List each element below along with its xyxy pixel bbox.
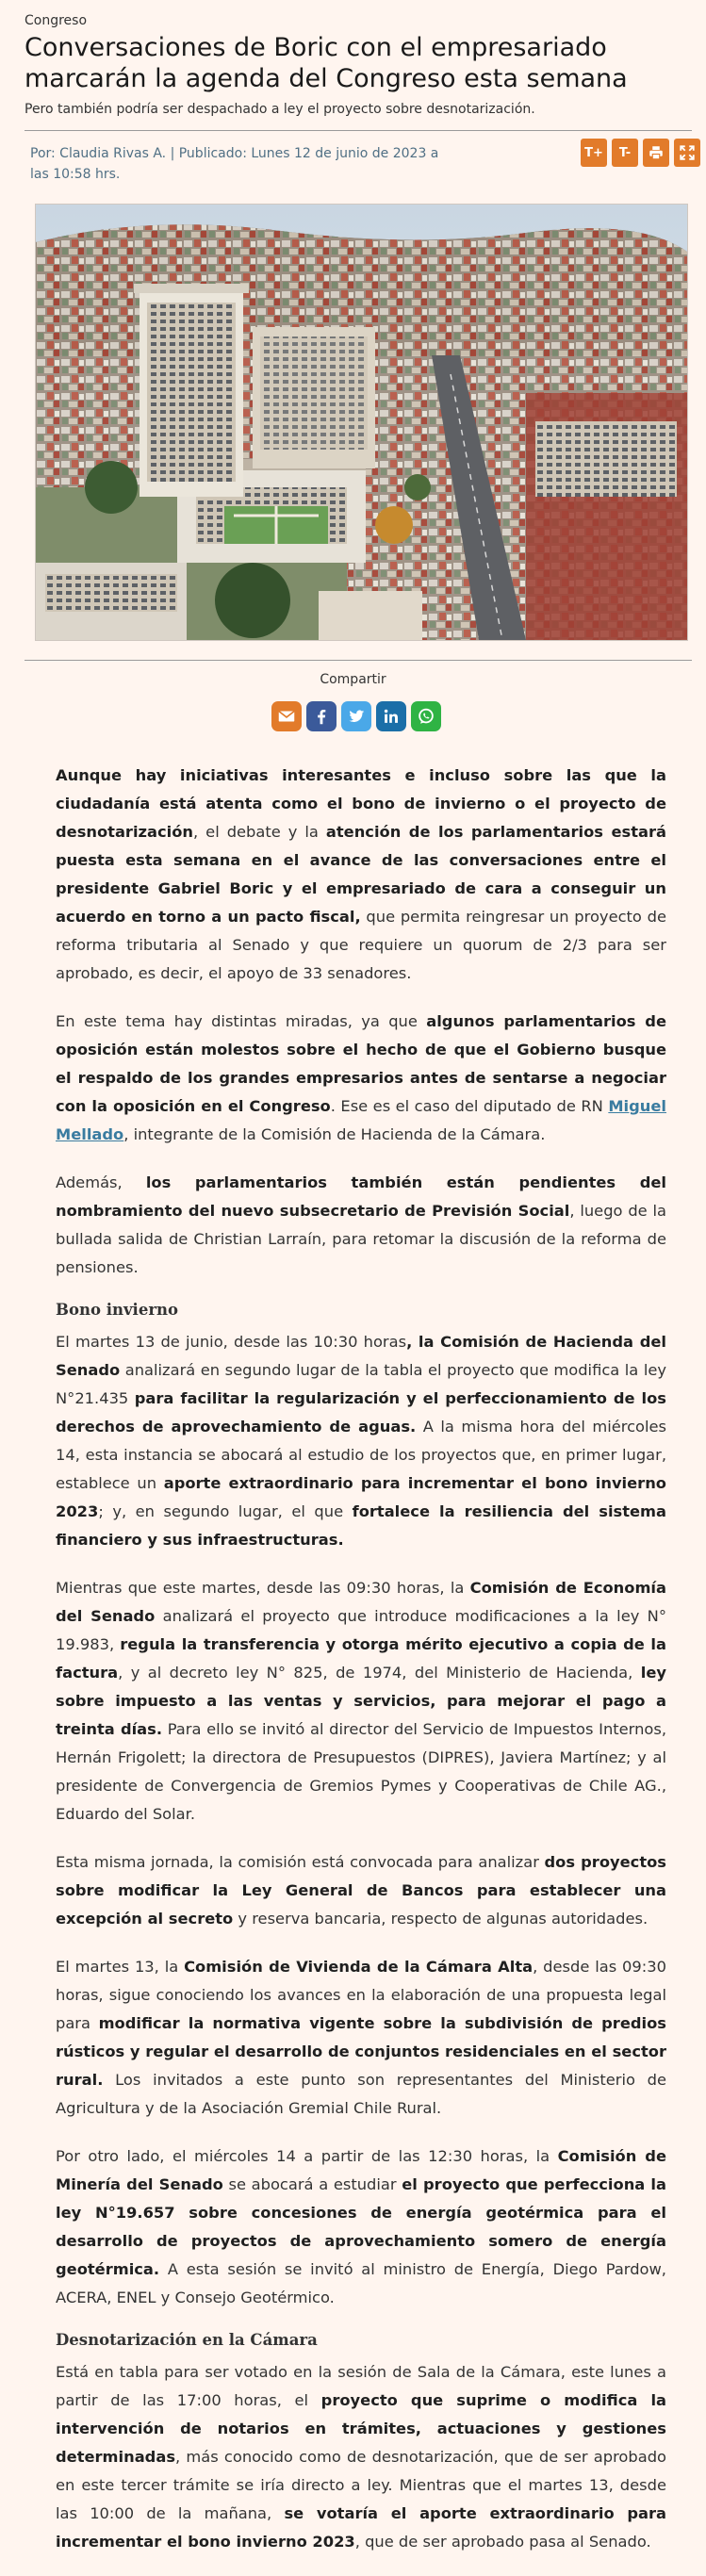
paragraph-7: El martes 13, la Comisión de Vivienda de la Cámara Alta, desde las 09:30 horas, sigue conociendo los avances en la elaboración de una propuesta legal para modificar la normativa vigente sobre la subdivisión de predios rústicos y regular el desarrollo de conjuntos residenciales en el sector rural. Los invitados a este punto son representantes del Ministerio de Agricultura y de la Asociación Gremial Chile Rural. (56, 1958, 666, 2117)
subheading-desnotarizacion: Desnotarización en la Cámara (56, 2331, 318, 2349)
share-whatsapp-button[interactable] (411, 701, 441, 731)
paragraph-5: Mientras que este martes, desde las 09:30 horas, la Comisión de Economía del Senado analizará el proyecto que introduce modificaciones a la ley N° 19.983, regula la transferencia y otorga mérito ejecutivo a copia de la factura, y al decreto ley N° 825, de 1974, del Ministerio de Hacienda, ley sobre impuesto a las ventas y servicios, para mejorar el pago a treinta días. Para ello se invitó al director del Servicio de Impuestos Internos, Hernán Frigolett; la directora de Presupuestos (DIPRES), Javiera Martínez; y al presidente de Convergencia de Gremios Pymes y Cooperativas de Chile AG., Eduardo del Solar. (56, 1579, 667, 1823)
paragraph-3: Además, los parlamentarios también están pendientes del nombramiento del nuevo subsecretario de Previsión Social, luego de la bullada salida de Christian Larraín, para retomar la discusión de la reforma de pensiones. (56, 1173, 666, 1276)
fullscreen-icon (679, 144, 696, 161)
valparaiso-congress-photo (36, 205, 687, 640)
fullscreen-button[interactable] (674, 139, 700, 167)
subheading-bono-invierno: Bono invierno (56, 1301, 179, 1319)
paragraph-1: Aunque hay iniciativas interesantes e incluso sobre las que la ciudadanía está atenta como el bono de invierno o el proyecto de desnotarización, el debate y la atención de los parlamentarios estará puesta esta semana en el avance de las conversaciones entre el presidente Gabriel Boric y el empresariado de cara a conseguir un acuerdo en torno a un pacto fiscal, que permita reingresar un proyecto de reforma tributaria al Senado y que requiere un quorum de 2/3 para ser aprobado, es decir, el apoyo de 33 senadores. (56, 766, 666, 982)
paragraph-9: Está en tabla para ser votado en la sesión de Sala de la Cámara, este lunes a partir de las 17:00 horas, el proyecto que suprime o modifica la intervención de notarios en trámites, actuaciones y gestiones determinadas, más conocido como de desnotarización, que de ser aprobado en este tercer trámite se iría directo a ley. Mientras que el martes 13, desde las 10:00 de la mañana, se votaría el aporte extraordinario para incrementar el bono invierno 2023, que de ser aprobado pasa al Senado. (56, 2363, 667, 2551)
paragraph-2: En este tema hay distintas miradas, ya que algunos parlamentarios de oposición están molestos sobre el hecho de que el Gobierno busque el respaldo de los grandes empresarios antes de sentarse a negociar con la oposición en el Congreso. Ese es el caso del diputado de RN Miguel Mellado, integrante de la Comisión de Hacienda de la Cámara. (56, 1012, 666, 1143)
share-label: Compartir (320, 672, 386, 687)
section-label[interactable]: Congreso (25, 13, 88, 28)
article-body (56, 762, 666, 2576)
print-button[interactable] (643, 139, 669, 167)
share-linkedin-button[interactable] (376, 701, 406, 731)
article-byline: Por: Claudia Rivas A. | Publicado: Lunes 12 de junio de 2023 a las 10:58 hrs. (30, 146, 439, 182)
paragraph-4: El martes 13 de junio, desde las 10:30 horas, la Comisión de Hacienda del Senado analizará en segundo lugar de la tabla el proyecto que modifica la ley N°21.435 para facilitar la regularización y el perfeccionamiento de los derechos de aprovechamiento de aguas. A la misma hora del miércoles 14, esta instancia se abocará al estudio de los proyectos que, en primer lugar, establece un aporte extraordinario para incrementar el bono invierno 2023; y, en segundo lugar, el que fortalece la resiliencia del sistema financiero y sus infraestructuras. (56, 1333, 667, 1549)
share-twitter-button[interactable] (341, 701, 371, 731)
print-icon (648, 144, 665, 161)
header-divider (25, 130, 692, 131)
article-tools (581, 139, 700, 167)
article-photo (35, 204, 688, 641)
share-facebook-button[interactable] (306, 701, 337, 731)
paragraph-6: Esta misma jornada, la comisión está convocada para analizar dos proyectos sobre modificar la Ley General de Bancos para establecer una excepción al secreto y reserva bancaria, respecto de algunas autoridades. (56, 1853, 666, 1928)
facebook-icon (311, 706, 332, 727)
font-increase-button[interactable]: T+ (581, 139, 607, 167)
font-decrease-button[interactable]: T- (612, 139, 638, 167)
share-buttons (271, 701, 441, 731)
paragraph-8: Por otro lado, el miércoles 14 a partir de las 12:30 horas, la Comisión de Minería del Senado se abocará a estudiar el proyecto que perfecciona la ley N°19.657 sobre concesiones de energía geotérmica para el desarrollo de proyectos de aprovechamiento somero de energía geotérmica. A esta sesión se invitó al ministro de Energía, Diego Pardow, ACERA, ENEL y Consejo Geotérmico. (56, 2147, 666, 2306)
share-email-button[interactable] (271, 701, 302, 731)
email-icon (276, 706, 297, 727)
miguel-mellado-link[interactable]: Miguel Mellado (56, 1097, 666, 1143)
linkedin-icon (381, 706, 402, 727)
twitter-icon (346, 706, 367, 727)
article-subtitle: Pero también podría ser despachado a ley el proyecto sobre desnotarización. (25, 102, 535, 117)
article-headline: Conversaciones de Boric con el empresariado marcarán la agenda del Congreso esta semana (25, 33, 628, 93)
whatsapp-icon (416, 706, 436, 727)
photo-divider (25, 660, 692, 661)
